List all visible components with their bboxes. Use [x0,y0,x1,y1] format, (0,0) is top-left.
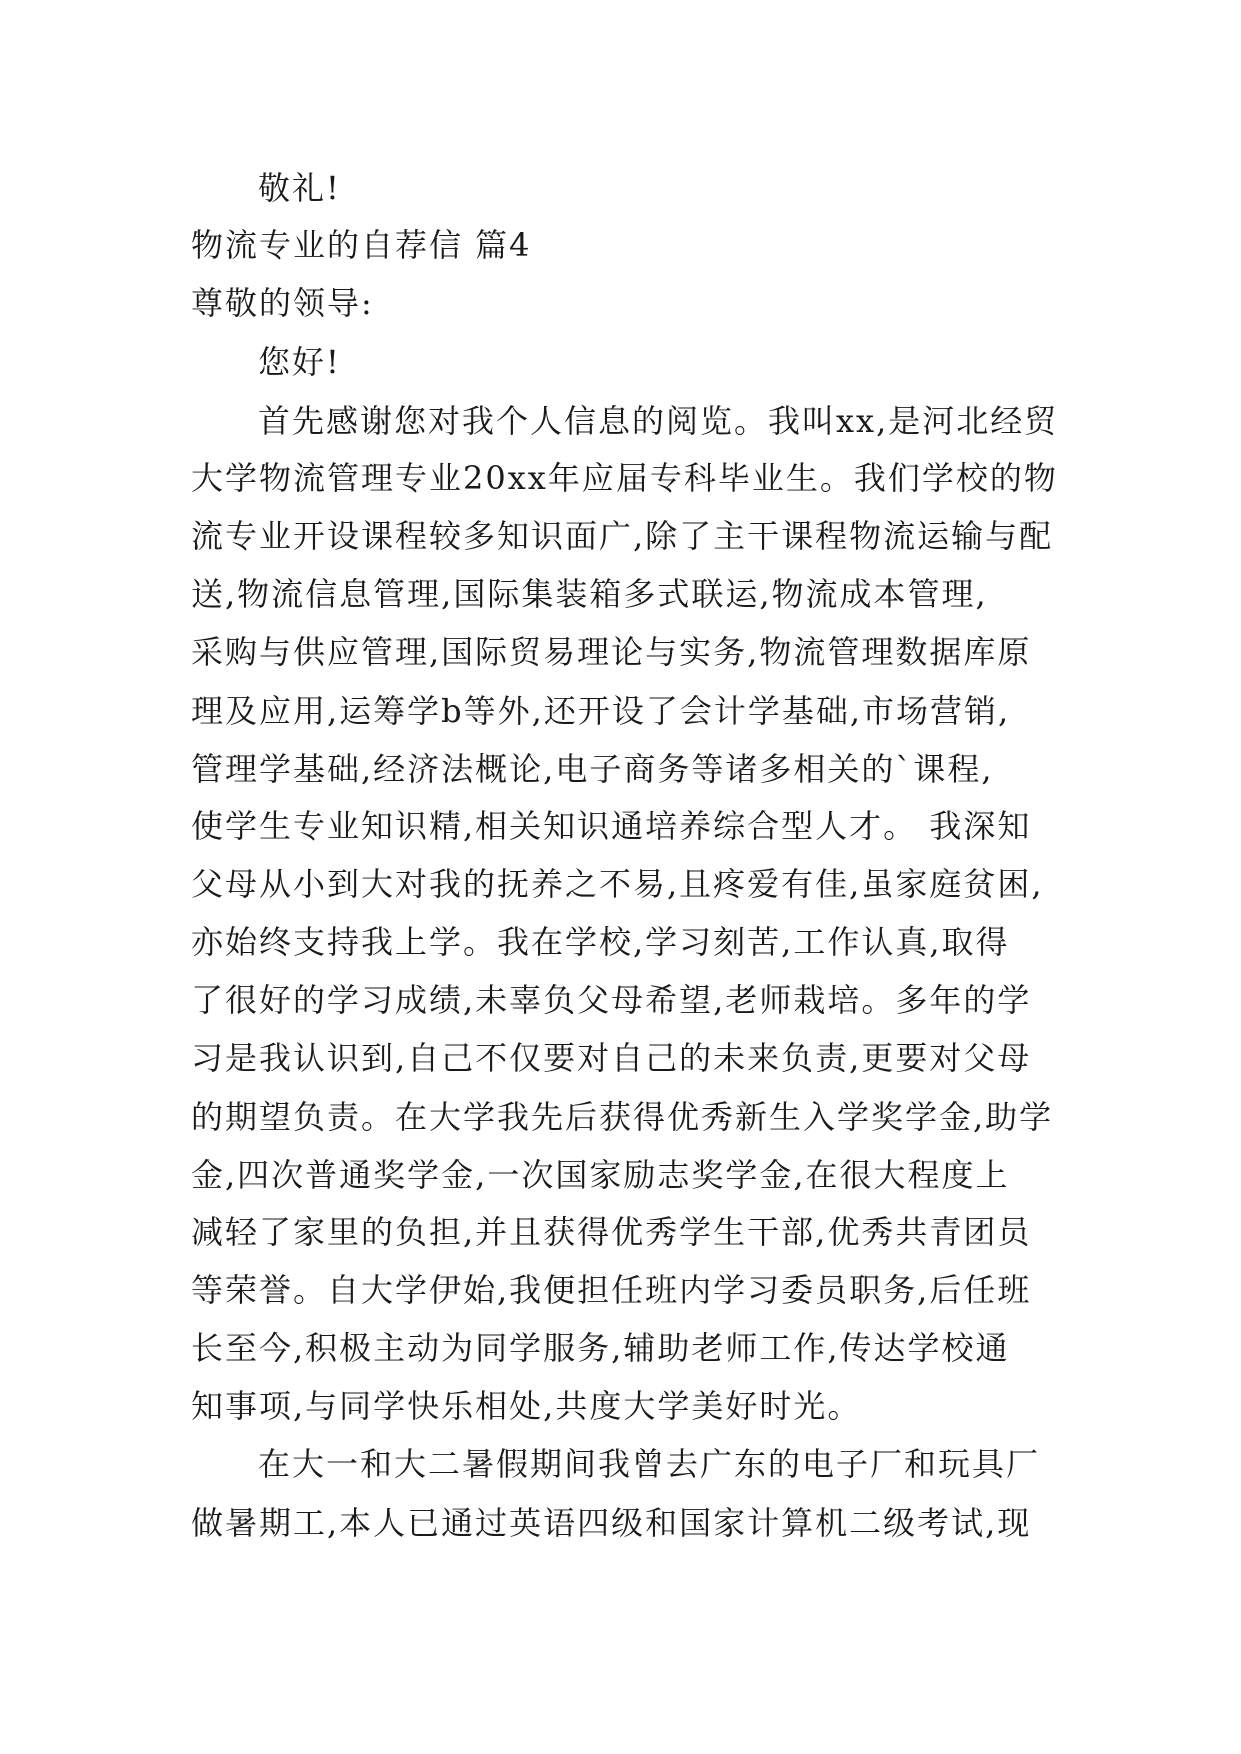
paragraph-line: 金,四次普通奖学金,一次国家励志奖学金,在很大程度上 [191,1156,1010,1194]
paragraph-line: 首先感谢您对我个人信息的阅览。我叫xx,是河北经贸 [258,402,1059,440]
paragraph-line: 大学物流管理专业20xx年应届专科毕业生。我们学校的物 [191,459,1058,497]
paragraph-line: 的期望负责。在大学我先后获得优秀新生入学奖学金,助学 [191,1098,1054,1136]
paragraph-line: 父母从小到大对我的抚养之不易,且疼爱有佳,虽家庭贫困, [191,865,1044,903]
paragraph-line: 做暑期工,本人已通过英语四级和国家计算机二级考试,现 [191,1504,1032,1542]
paragraph-line: 在大一和大二暑假期间我曾去广东的电子厂和玩具厂 [258,1445,1041,1483]
paragraph-line: 减轻了家里的负担,并且获得优秀学生干部,优秀共青团员 [191,1213,1032,1251]
paragraph-line: 习是我认识到,自己不仅要对自己的未来负责,更要对父母 [191,1039,1032,1077]
greeting-recipient: 尊敬的领导: [191,284,374,322]
paragraph-line: 亦始终支持我上学。我在学校,学习刻苦,工作认真,取得 [191,923,1010,961]
section-title: 物流专业的自荐信 篇4 [191,226,532,264]
paragraph-line: 送,物流信息管理,国际集装箱多式联运,物流成本管理, [191,575,988,613]
paragraph-line: 等荣誉。自大学伊始,我便担任班内学习委员职务,后任班 [191,1271,1032,1309]
paragraph-line: 采购与供应管理,国际贸易理论与实务,物流管理数据库原 [191,633,1032,671]
paragraph-line: 了很好的学习成绩,未辜负父母希望,老师栽培。多年的学 [191,981,1032,1019]
paragraph-line: 知事项,与同学快乐相处,共度大学美好时光。 [191,1387,862,1425]
paragraph-line: 管理学基础,经济法概论,电子商务等诸多相关的`课程, [191,750,994,788]
paragraph-line: 流专业开设课程较多知识面广,除了主干课程物流运输与配 [191,517,1054,555]
paragraph-line: 理及应用,运筹学b等外,还开设了会计学基础,市场营销, [191,692,1011,730]
closing-salutation: 敬礼! [258,169,341,207]
paragraph-line: 使学生专业知识精,相关知识通培养综合型人才。 我深知 [191,807,1032,845]
greeting: 您好! [258,343,341,381]
paragraph-line: 长至今,积极主动为同学服务,辅助老师工作,传达学校通 [191,1329,1010,1367]
